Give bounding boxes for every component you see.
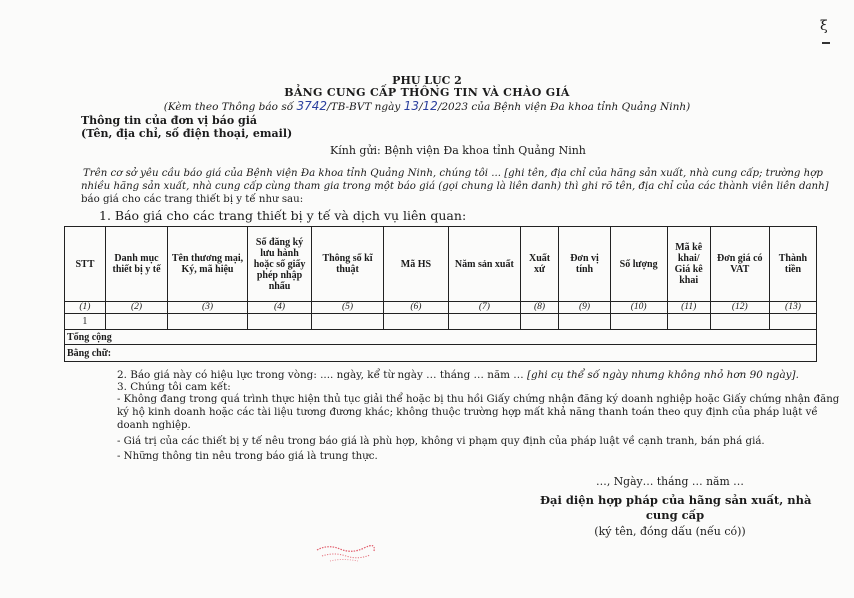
col-header: Thành tiền <box>769 227 816 302</box>
col-header: Mã kê khai/ Giá kê khai <box>667 227 710 302</box>
table-cell <box>710 314 769 330</box>
table-cell <box>312 314 384 330</box>
col-number: (13) <box>769 302 816 314</box>
validity-hint: [ghi cụ thể số ngày nhưng không nhỏ hơn 90 ngày]. <box>526 369 799 381</box>
col-number: (7) <box>449 302 521 314</box>
table-row <box>65 314 817 330</box>
col-header: STT <box>65 227 106 302</box>
col-header: Mã HS <box>383 227 448 302</box>
intro-line-1: Trên cơ sở yêu cầu báo giá của Bệnh viện Đa khoa tỉnh Quảng Ninh, chúng tôi ... [ghi tên, địa chỉ của hãng sản xuất, nhà cung cấp; trường hợp <box>83 168 823 179</box>
document-title: BẢNG CUNG CẤP THÔNG TIN VÀ CHÀO GIÁ <box>284 86 570 99</box>
col-number: (3) <box>168 302 248 314</box>
commitment-3: - Những thông tin nêu trong báo giá là trung thực. <box>117 451 378 462</box>
col-number: (8) <box>520 302 559 314</box>
table-cell <box>247 314 311 330</box>
commitment-1-line-2: ký hộ kinh doanh hoặc các tài liệu tương đương khác; không thuộc trường hợp mất khả năng thanh toán theo quy định của pháp luật về <box>117 407 818 418</box>
appendix-label: PHỤ LỤC 2 <box>392 74 462 87</box>
col-number: (9) <box>559 302 610 314</box>
col-header: Tên thương mại, Ký, mã hiệu <box>168 227 248 302</box>
col-header: Số đăng ký lưu hành hoặc số giấy phép nhập nhẩu <box>247 227 311 302</box>
col-header: Năm sản xuất <box>449 227 521 302</box>
amount-in-words-row <box>65 345 817 362</box>
subtitle-suffix: /2023 của Bệnh viện Đa khoa tỉnh Quảng Ninh) <box>437 101 691 113</box>
red-stamp-mark <box>314 542 376 564</box>
col-header: Số lượng <box>610 227 667 302</box>
margin-dash <box>822 42 830 44</box>
commitment-1-line-3: doanh nghiệp. <box>117 420 191 431</box>
table-cell <box>667 314 710 330</box>
quotation-table <box>64 226 817 362</box>
margin-mark: ξ <box>820 18 828 34</box>
total-label: Tổng cộng <box>65 330 817 345</box>
intro-line-3: báo giá cho các trang thiết bị y tế như sau: <box>81 194 304 205</box>
handwritten-notice-number: 3742 <box>296 99 328 113</box>
total-row <box>65 330 817 345</box>
validity-note <box>117 369 799 381</box>
handwritten-month: 12 <box>422 99 438 113</box>
table-header-row <box>65 227 817 302</box>
commitment-heading: 3. Chúng tôi cam kết: <box>117 381 231 393</box>
sender-info-title: Thông tin của đơn vị báo giá <box>81 114 258 127</box>
commitment-2: - Giá trị của các thiết bị y tế nêu trong báo giá là phù hợp, không vi phạm quy định của pháp luật về cạnh tranh, bán phá giá. <box>117 436 765 447</box>
subtitle-middle: /TB-BVT ngày <box>327 101 401 113</box>
col-header: Danh mục thiết bị y tế <box>105 227 167 302</box>
col-number: (4) <box>247 302 311 314</box>
table-cell <box>520 314 559 330</box>
col-number: (2) <box>105 302 167 314</box>
table-cell <box>105 314 167 330</box>
document-subtitle <box>0 99 854 113</box>
col-header: Xuất xứ <box>520 227 559 302</box>
col-header: Đơn giá có VAT <box>710 227 769 302</box>
signatory-title-line-2: cung cấp <box>645 508 705 522</box>
column-number-row <box>65 302 817 314</box>
col-header: Thông số kĩ thuật <box>312 227 384 302</box>
col-number: (1) <box>65 302 106 314</box>
table-cell <box>610 314 667 330</box>
row-stt: 1 <box>65 314 106 330</box>
subtitle-prefix: (Kèm theo Thông báo số <box>163 101 294 113</box>
intro-line-2: nhiều hãng sản xuất, nhà cung cấp cùng tham gia trong một báo giá (gọi chung là liên danh) thì ghi rõ tên, địa chỉ của các thành viên liên danh] <box>81 181 829 192</box>
col-number: (5) <box>312 302 384 314</box>
signatory-title-line-1: Đại diện hợp pháp của hãng sản xuất, nhà <box>540 493 812 507</box>
col-number: (12) <box>710 302 769 314</box>
commitment-1-line-1: - Không đang trong quá trình thực hiện thủ tục giải thể hoặc bị thu hồi Giấy chứng nhận đăng ký doanh nghiệp hoặc Giấy chứng nhận đăng <box>117 394 840 405</box>
table-cell <box>769 314 816 330</box>
signature-date-line: …, Ngày… tháng … năm … <box>596 475 744 488</box>
col-header: Đơn vị tính <box>559 227 610 302</box>
handwritten-day: 13 <box>403 99 419 113</box>
section-1-heading: 1. Báo giá cho các trang thiết bị y tế và dịch vụ liên quan: <box>99 208 467 223</box>
subtitle-separator: / <box>418 101 423 113</box>
table-cell <box>383 314 448 330</box>
addressee: Kính gửi: Bệnh viện Đa khoa tỉnh Quảng Ninh <box>330 144 586 157</box>
table-cell <box>559 314 610 330</box>
col-number: (10) <box>610 302 667 314</box>
signature-instruction: (ký tên, đóng dấu (nếu có)) <box>594 525 746 538</box>
col-number: (11) <box>667 302 710 314</box>
validity-text: 2. Báo giá này có hiệu lực trong vòng: .... ngày, kể từ ngày … tháng … năm … <box>117 369 527 381</box>
col-number: (6) <box>383 302 448 314</box>
sender-info-fields: (Tên, địa chỉ, số điện thoại, email) <box>81 127 293 140</box>
table-cell <box>449 314 521 330</box>
amount-in-words-label: Bằng chữ: <box>65 345 817 362</box>
table-cell <box>168 314 248 330</box>
